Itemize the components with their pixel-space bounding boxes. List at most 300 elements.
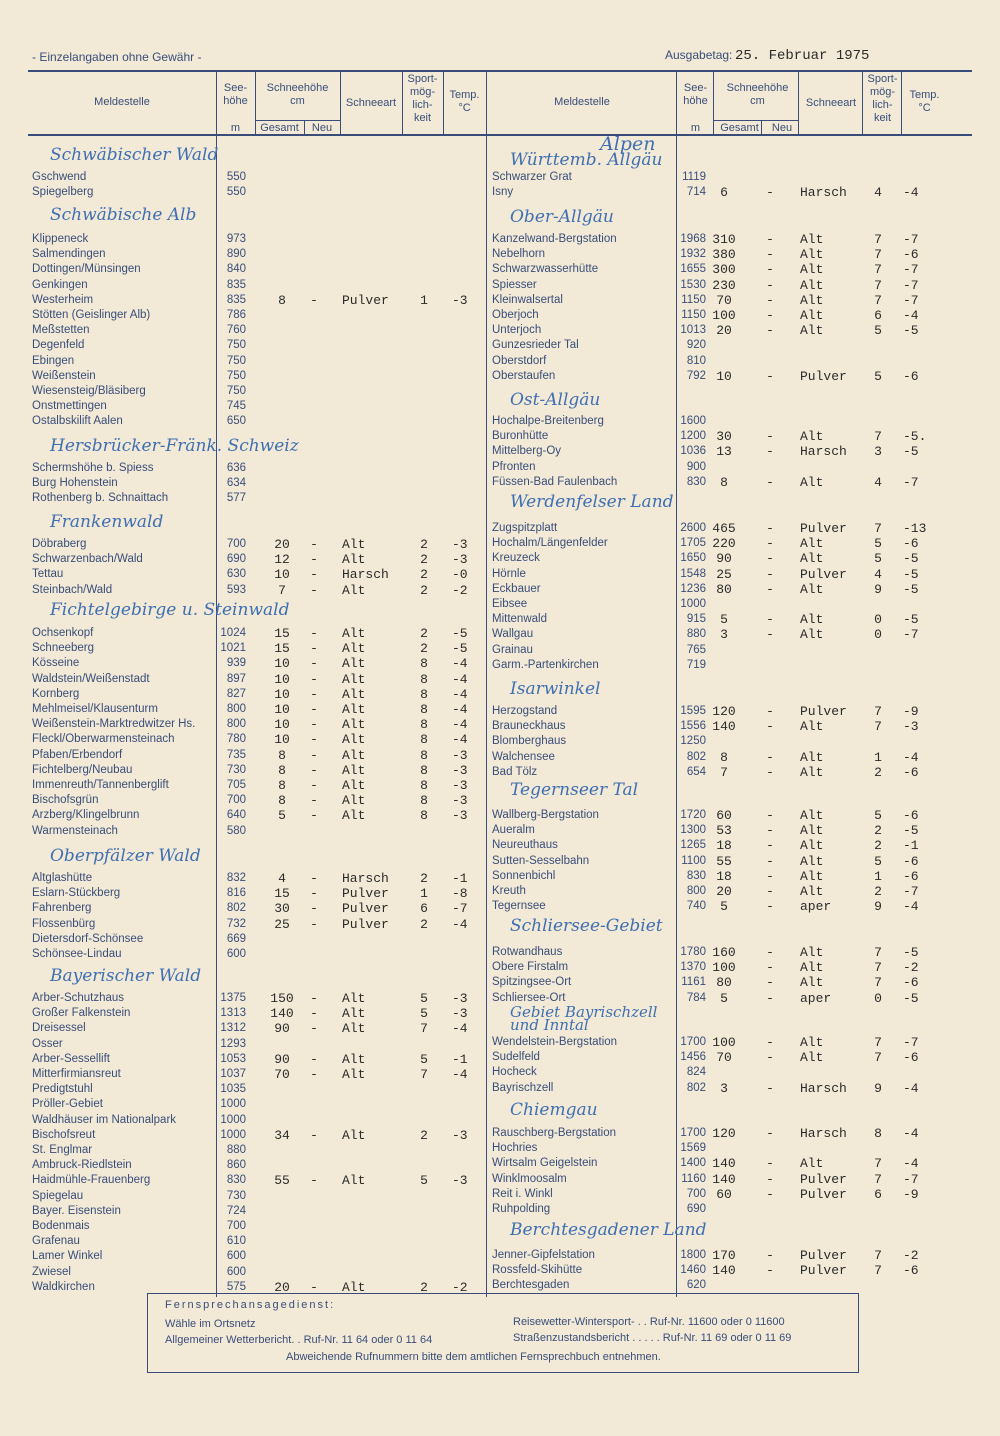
station-name: Kanzelwand-Bergstation	[492, 233, 617, 245]
snow-type-value: Alt	[800, 292, 824, 308]
snow-total-value: 10	[274, 702, 290, 717]
snow-type-value: Pulver	[342, 886, 389, 902]
station-altitude: 1556	[680, 720, 706, 733]
snow-type-value: Pulver	[800, 704, 847, 719]
sport-value: 2	[420, 537, 428, 552]
station-row	[0, 323, 1000, 338]
snow-new-value: -	[766, 1186, 774, 1202]
station-row	[0, 612, 1000, 627]
snow-type-value: Pulver	[800, 1248, 847, 1263]
snow-new-value: -	[766, 262, 774, 278]
snow-new-value: -	[310, 626, 318, 641]
station-row	[0, 747, 1000, 765]
station-altitude: 1705	[680, 537, 706, 550]
sport-value: 4	[874, 474, 882, 490]
station-name: Schliersee-Ort	[492, 991, 566, 1004]
snow-new-value: -	[766, 1035, 774, 1050]
snow-type-value: aper	[800, 990, 832, 1006]
sport-value: 2	[420, 1127, 428, 1143]
left-header-snow-new: Neu	[311, 122, 333, 134]
snow-total-value: 18	[716, 868, 732, 884]
station-name: Weißenstein	[32, 369, 96, 382]
station-name: Wirtsalm Geigelstein	[492, 1157, 598, 1170]
footer-line1-right: Reisewetter-Wintersport- . . Ruf-Nr. 11600 oder 0 11600	[513, 1316, 785, 1328]
temp-value: -1	[903, 838, 919, 854]
station-name: Zwiesel	[32, 1265, 71, 1278]
station-altitude: 750	[226, 385, 246, 397]
station-name: Fahrenberg	[32, 902, 92, 915]
snow-type-value: Alt	[342, 1279, 366, 1295]
sport-value: 9	[874, 899, 882, 915]
snow-new-value: -	[766, 551, 774, 567]
temp-value: -8	[452, 886, 468, 902]
station-row	[0, 975, 1000, 990]
snow-total-value: 7	[278, 582, 286, 598]
snow-type-value: Alt	[342, 762, 366, 778]
station-name: Westerheim	[32, 293, 94, 306]
snow-total-value: 120	[712, 1126, 736, 1141]
temp-value: -4	[903, 185, 919, 201]
station-row	[0, 704, 1000, 719]
snow-type-value: Alt	[342, 582, 366, 598]
sport-value: 2	[420, 1279, 428, 1295]
temp-value: -4	[452, 717, 468, 733]
right-header-snow-new: Neu	[771, 122, 793, 134]
snow-new-value: -	[310, 1021, 318, 1037]
station-row	[0, 338, 1000, 353]
station-name: Grafenau	[32, 1235, 80, 1248]
station-altitude: 1700	[680, 1036, 706, 1048]
station-altitude: 745	[226, 400, 246, 413]
temp-value: -1	[452, 1051, 468, 1067]
temp-value: -3	[452, 1127, 468, 1143]
station-name: Bischofsgrün	[32, 794, 99, 807]
sport-value: 2	[874, 838, 882, 854]
station-altitude: 2600	[680, 522, 706, 534]
station-altitude: 880	[686, 628, 706, 641]
temp-value: -4	[452, 686, 468, 702]
snow-type-value: Alt	[342, 808, 366, 824]
station-altitude: 730	[226, 1189, 246, 1202]
snow-type-value: Pulver	[342, 901, 389, 917]
station-name: Ruhpolding	[492, 1203, 551, 1215]
snow-new-value: -	[310, 1279, 318, 1295]
snow-new-value: -	[766, 277, 774, 293]
station-name: Kreuth	[492, 885, 526, 897]
station-altitude: 830	[686, 869, 706, 882]
station-name: Gschwend	[32, 171, 87, 183]
station-row	[0, 429, 1000, 444]
sport-value: 4	[874, 566, 882, 582]
snow-new-value: -	[310, 1173, 318, 1189]
station-altitude: 1548	[680, 567, 706, 580]
station-altitude: 1150	[681, 309, 706, 321]
snow-type-value: Alt	[800, 262, 824, 278]
snow-new-value: -	[766, 292, 774, 308]
station-altitude: 550	[226, 186, 246, 199]
snow-type-value: Alt	[800, 232, 824, 247]
sport-value: 5	[420, 1006, 428, 1022]
temp-value: -5	[903, 566, 919, 582]
station-altitude: 784	[686, 991, 706, 1004]
station-row	[0, 1248, 1000, 1263]
station-row	[0, 627, 1000, 642]
sport-value: 2	[874, 764, 882, 780]
station-altitude: 1312	[220, 1022, 246, 1035]
snow-new-value: -	[766, 368, 774, 384]
snow-type-value: Alt	[800, 960, 824, 976]
snow-new-value: -	[310, 671, 318, 687]
station-name: Oberstaufen	[492, 369, 556, 382]
snow-total-value: 140	[712, 1156, 736, 1172]
station-altitude: 835	[226, 293, 246, 306]
station-altitude: 1250	[680, 735, 706, 748]
sport-value: 5	[874, 853, 882, 869]
station-altitude: 1400	[680, 1157, 706, 1170]
snow-total-value: 310	[712, 232, 736, 247]
sport-value: 7	[874, 719, 882, 735]
station-name: Ochsenkopf	[32, 627, 94, 639]
snow-new-value: -	[766, 323, 774, 339]
sport-value: 7	[874, 1171, 882, 1187]
station-name: Pfaben/Erbendorf	[32, 748, 123, 761]
snow-type-value: Alt	[800, 884, 824, 899]
station-name: Schneeberg	[32, 642, 95, 655]
snow-type-value: Alt	[342, 702, 366, 717]
station-row	[0, 884, 1000, 902]
snow-total-value: 53	[716, 823, 732, 839]
station-altitude: 880	[226, 1144, 246, 1156]
temp-value: -7	[903, 1035, 919, 1050]
sport-value: 2	[874, 884, 882, 899]
temp-value: -3	[452, 537, 468, 552]
station-row	[0, 247, 1000, 262]
sport-value: 1	[874, 868, 882, 884]
temp-value: -4	[452, 916, 468, 932]
sport-value: 7	[874, 1035, 882, 1050]
right-header-station: Meldestelle	[554, 96, 610, 108]
snow-total-value: 140	[712, 1263, 736, 1279]
footer-title: Fernsprechansagedienst:	[165, 1299, 336, 1311]
snow-total-value: 170	[712, 1248, 736, 1263]
station-name: Hochries	[492, 1142, 538, 1155]
snow-type-value: Alt	[342, 747, 366, 763]
snow-new-value: -	[310, 793, 318, 809]
sport-value: 7	[874, 945, 882, 960]
temp-value: -5	[903, 612, 919, 628]
left-region-3: Frankenwald	[50, 512, 164, 532]
sport-value: 5	[874, 536, 882, 552]
station-altitude: 1000	[680, 598, 706, 610]
snow-type-value: Pulver	[342, 292, 389, 308]
sport-value: 5	[874, 808, 882, 823]
station-altitude: 890	[226, 248, 246, 261]
temp-value: -5	[903, 990, 919, 1006]
snow-type-value: Alt	[342, 793, 366, 809]
snow-new-value: -	[766, 627, 774, 643]
station-name: Schwarzer Grat	[492, 171, 572, 183]
station-altitude: 1968	[680, 233, 706, 245]
station-altitude: 634	[226, 477, 246, 490]
station-altitude: 630	[226, 568, 246, 581]
station-row	[0, 945, 1000, 960]
snow-new-value: -	[310, 567, 318, 583]
station-row	[0, 1081, 1000, 1096]
snow-total-value: 5	[720, 612, 728, 628]
temp-value: -2	[452, 1279, 468, 1295]
temp-value: -7	[452, 901, 468, 917]
snow-total-value: 100	[712, 308, 736, 323]
station-name: Lamer Winkel	[32, 1250, 103, 1263]
snow-type-value: Alt	[800, 1050, 824, 1066]
station-altitude: 654	[686, 765, 706, 778]
snow-type-value: Harsch	[342, 871, 389, 886]
temp-value: -7	[903, 884, 919, 899]
station-name: Arber-Schutzhaus	[32, 992, 125, 1004]
snow-type-value: Alt	[800, 551, 824, 567]
temp-value: -5	[903, 551, 919, 567]
station-name: Arzberg/Klingelbrunn	[32, 809, 140, 822]
station-name: Rotwandhaus	[492, 946, 563, 958]
snow-type-value: Alt	[342, 537, 366, 552]
station-row	[0, 262, 1000, 277]
table-rule-1	[28, 134, 972, 136]
station-name: Eslarn-Stückberg	[32, 887, 121, 900]
station-altitude: 786	[226, 309, 246, 321]
snow-new-value: -	[766, 566, 774, 582]
sport-value: 2	[420, 641, 428, 657]
sport-value: 8	[420, 808, 428, 824]
station-altitude: 1021	[220, 642, 246, 655]
station-name: Garm.-Partenkirchen	[492, 658, 599, 671]
station-row	[0, 823, 1000, 838]
temp-value: -4	[452, 671, 468, 687]
right-region-8: Chiemgau	[510, 1100, 598, 1120]
sport-value: 8	[420, 717, 428, 733]
snow-total-value: 55	[716, 853, 732, 869]
snow-type-value: Alt	[342, 656, 366, 672]
issue-date-label: Ausgabetag:	[665, 48, 733, 62]
station-name: Oberstdorf	[492, 354, 547, 367]
station-row	[0, 491, 1000, 506]
station-name: Mittenwald	[492, 613, 547, 626]
temp-value: -2	[452, 582, 468, 598]
sport-value: 7	[874, 247, 882, 263]
snow-total-value: 15	[274, 626, 290, 641]
right-header-snow-depth: Schneehöhe cm	[726, 82, 789, 107]
station-altitude: 816	[226, 887, 246, 900]
station-altitude: 669	[226, 932, 246, 945]
station-altitude: 1600	[680, 415, 706, 427]
sport-value: 7	[874, 1156, 882, 1172]
station-name: St. Englmar	[32, 1144, 93, 1156]
station-altitude: 1595	[680, 705, 706, 717]
station-name: Obere Firstalm	[492, 961, 569, 974]
snow-total-value: 150	[270, 991, 294, 1006]
snow-type-value: aper	[800, 899, 832, 915]
station-altitude: 610	[226, 1235, 246, 1248]
sport-value: 7	[420, 1067, 428, 1082]
right-header-snow-total: Gesamt	[720, 122, 759, 134]
station-row	[0, 308, 1000, 323]
snow-new-value: -	[310, 552, 318, 568]
station-name: Warmensteinach	[32, 824, 118, 837]
station-row	[0, 838, 1000, 853]
station-altitude: 939	[226, 657, 246, 670]
station-name: Ostalbskilift Aalen	[32, 415, 123, 428]
snow-new-value: -	[766, 975, 774, 991]
station-altitude: 600	[226, 1250, 246, 1263]
sport-value: 7	[874, 704, 882, 719]
temp-value: -1	[452, 871, 468, 886]
station-name: Wallberg-Bergstation	[492, 809, 599, 821]
station-altitude: 705	[226, 779, 246, 791]
station-altitude: 724	[226, 1204, 246, 1217]
station-altitude: 1036	[680, 445, 706, 458]
temp-value: -2	[903, 1248, 919, 1263]
snow-total-value: 140	[712, 719, 736, 735]
snow-type-value: Alt	[800, 627, 824, 643]
station-row	[0, 1141, 1000, 1156]
station-name: Kleinwalsertal	[492, 293, 563, 306]
temp-value: -7	[903, 277, 919, 293]
snow-total-value: 160	[712, 945, 736, 960]
snow-total-value: 4	[278, 871, 286, 886]
temp-value: -3	[452, 1173, 468, 1189]
snow-total-value: 3	[720, 1080, 728, 1096]
station-altitude: 800	[226, 718, 246, 731]
snow-type-value: Alt	[800, 323, 824, 339]
snow-new-value: -	[310, 991, 318, 1006]
station-altitude: 690	[226, 553, 246, 566]
station-name: Altglashütte	[32, 872, 93, 884]
left-header-snow-type: Schneeart	[345, 97, 397, 109]
snow-total-value: 60	[716, 808, 732, 823]
station-row	[0, 521, 1000, 536]
station-altitude: 760	[226, 324, 246, 337]
snow-total-value: 100	[712, 1035, 736, 1050]
station-altitude: 593	[226, 583, 246, 596]
snow-type-value: Harsch	[800, 185, 847, 201]
temp-value: -3	[452, 991, 468, 1006]
snow-total-value: 13	[716, 444, 732, 460]
station-name: Bodenmais	[32, 1220, 90, 1232]
snow-new-value: -	[310, 901, 318, 917]
temp-value: -4	[903, 749, 919, 765]
snow-new-value: -	[766, 232, 774, 247]
snow-type-value: Pulver	[800, 1186, 847, 1202]
temp-value: -7	[903, 627, 919, 643]
station-name: Grainau	[492, 643, 533, 656]
sport-value: 8	[420, 732, 428, 748]
snow-total-value: 140	[712, 1171, 736, 1187]
station-altitude: 750	[226, 354, 246, 367]
station-name: Jenner-Gipfelstation	[492, 1249, 595, 1261]
temp-value: -4	[452, 732, 468, 748]
station-altitude: 1313	[220, 1007, 246, 1020]
snow-type-value: Alt	[342, 991, 366, 1006]
right-header-snow-type: Schneeart	[805, 97, 857, 109]
station-altitude: 700	[686, 1187, 706, 1200]
station-name: Berchtesgaden	[492, 1279, 570, 1292]
snow-type-value: Alt	[342, 717, 366, 733]
sport-value: 8	[420, 656, 428, 672]
snow-total-value: 6	[720, 185, 728, 201]
station-row	[0, 991, 1000, 1006]
snow-new-value: -	[766, 945, 774, 960]
station-name: Genkingen	[32, 278, 88, 291]
issue-date-value: 25. Februar 1975	[735, 48, 870, 64]
station-row	[0, 762, 1000, 780]
station-altitude: 1000	[220, 1113, 246, 1126]
station-row	[0, 869, 1000, 884]
left-header-sport: Sport- mög- lich- keit	[407, 73, 438, 124]
station-altitude: 750	[226, 339, 246, 352]
station-altitude: 830	[226, 1174, 246, 1187]
snow-type-value: Alt	[800, 1156, 824, 1172]
station-row	[0, 1263, 1000, 1278]
sport-value: 2	[420, 871, 428, 886]
station-altitude: 897	[226, 672, 246, 685]
snow-total-value: 10	[716, 368, 732, 384]
snow-new-value: -	[310, 916, 318, 932]
snow-total-value: 10	[274, 686, 290, 702]
station-name: Eibsee	[492, 598, 528, 610]
temp-value: -4	[903, 1080, 919, 1096]
snow-type-value: Alt	[342, 1021, 366, 1037]
snow-new-value: -	[766, 308, 774, 323]
right-region-5: Tegernseer Tal	[510, 780, 639, 800]
right-region-2: Ost-Allgäu	[510, 390, 601, 410]
sport-value: 5	[420, 1173, 428, 1189]
station-row	[0, 278, 1000, 293]
station-altitude: 740	[686, 900, 706, 913]
snow-type-value: Alt	[800, 308, 824, 323]
station-row	[0, 719, 1000, 734]
station-row	[0, 1202, 1000, 1217]
snow-new-value: -	[766, 1080, 774, 1096]
station-altitude: 840	[226, 263, 246, 276]
snow-new-value: -	[310, 1067, 318, 1082]
snow-total-value: 140	[270, 1006, 294, 1022]
snow-type-value: Alt	[342, 686, 366, 702]
station-name: Neureuthaus	[492, 839, 558, 852]
station-altitude: 750	[226, 369, 246, 382]
snow-total-value: 34	[274, 1127, 290, 1143]
temp-value: -5	[903, 581, 919, 597]
station-name: Unterjoch	[492, 324, 542, 337]
snow-type-value: Alt	[800, 808, 824, 823]
temp-value: -7	[903, 262, 919, 278]
station-altitude: 1100	[681, 854, 706, 867]
station-name: Mitterfirmiansreut	[32, 1068, 121, 1080]
snow-type-value: Alt	[342, 1127, 366, 1143]
disclaimer-note: - Einzelangaben ohne Gewähr -	[32, 50, 202, 64]
footer-line2-left: Allgemeiner Wetterbericht. . Ruf-Nr. 11 64 oder 0 11 64	[165, 1334, 433, 1346]
station-row	[0, 1156, 1000, 1171]
station-name: Wendelstein-Bergstation	[492, 1036, 618, 1048]
station-row	[0, 444, 1000, 459]
station-row	[0, 1006, 1000, 1021]
snow-total-value: 70	[716, 1050, 732, 1066]
table-rule-15	[255, 120, 340, 121]
snow-new-value: -	[766, 536, 774, 552]
snow-new-value: -	[766, 823, 774, 839]
left-header-altitude-unit: m	[230, 122, 241, 134]
snow-type-value: Alt	[342, 1173, 366, 1189]
temp-value: -6	[903, 975, 919, 991]
station-row	[0, 808, 1000, 823]
